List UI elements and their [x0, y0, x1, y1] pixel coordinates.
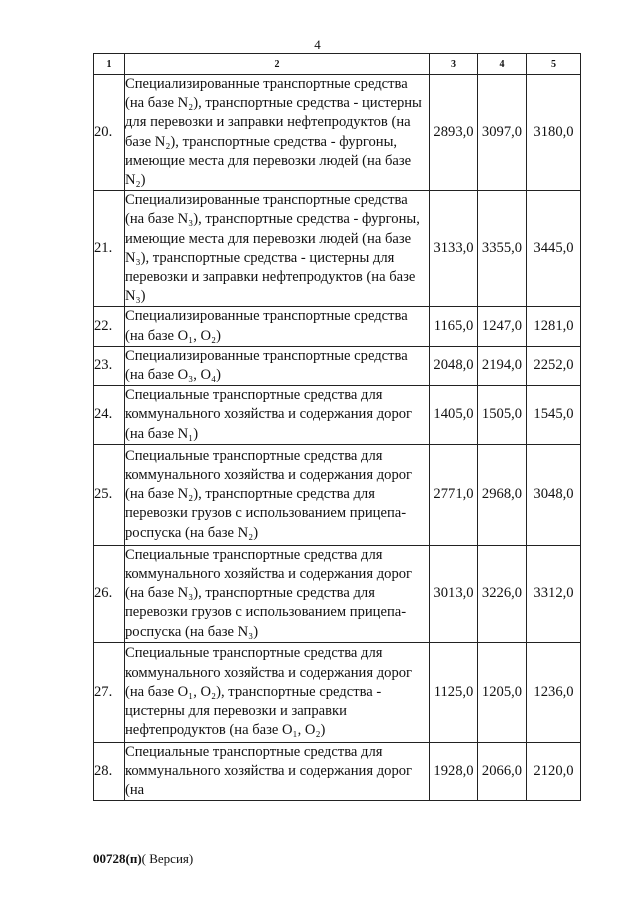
- row-description: Специальные транспортные средства для коммунального хозяйства и содержания дорог (на базе N₂), транспортные средства для перевозки грузов с использованием прицепа-роспуска (на базе N₂): [125, 444, 430, 545]
- column-header-2: 2: [125, 54, 430, 75]
- row-description: Специализированные транспортные средства (на базе N₃), транспортные средства - фургоны, имеющие места для перевозки людей (на базе N₃), транспортные средства - цистерны для перевозки и заправки нефтепродуктов (на базе N₃): [125, 191, 430, 307]
- row-description: Специальные транспортные средства для коммунального хозяйства и содержания дорог (на базе N₁): [125, 386, 430, 445]
- table-header-row: [94, 54, 581, 75]
- row-number: 27.: [94, 642, 125, 742]
- row-number: 21.: [94, 191, 125, 307]
- column-header-5: 5: [527, 54, 581, 75]
- row-value-col4: 1205,0: [478, 642, 527, 742]
- page-number: 4: [314, 37, 321, 52]
- row-value-col5: 2252,0: [527, 346, 581, 385]
- row-value-col3: 2893,0: [430, 75, 478, 191]
- row-value-col4: 1247,0: [478, 307, 527, 346]
- row-value-col3: 1405,0: [430, 386, 478, 445]
- row-value-col5: 3312,0: [527, 545, 581, 642]
- row-description: Специальные транспортные средства для коммунального хозяйства и содержания дорог (на: [125, 742, 430, 801]
- table-row: [94, 545, 581, 642]
- table-row: [94, 642, 581, 742]
- row-value-col4: 2194,0: [478, 346, 527, 385]
- row-number: 26.: [94, 545, 125, 642]
- row-number: 22.: [94, 307, 125, 346]
- row-value-col4: 3355,0: [478, 191, 527, 307]
- document-code: 00728(п): [93, 851, 142, 866]
- row-value-col4: 3097,0: [478, 75, 527, 191]
- row-number: 25.: [94, 444, 125, 545]
- table-row: [94, 386, 581, 445]
- row-value-col3: 1928,0: [430, 742, 478, 801]
- tariff-table: [93, 53, 581, 801]
- row-number: 28.: [94, 742, 125, 801]
- row-description: Специализированные транспортные средства (на базе N₂), транспортные средства - цистерны для перевозки и заправки нефтепродуктов (на базе N₂), транспортные средства - фургоны, имеющие места для перевозки людей (на базе N₂): [125, 75, 430, 191]
- table-row: [94, 307, 581, 346]
- row-value-col5: 3445,0: [527, 191, 581, 307]
- table-row: [94, 191, 581, 307]
- row-number: 24.: [94, 386, 125, 445]
- column-header-4: 4: [478, 54, 527, 75]
- row-description: Специализированные транспортные средства (на базе O₁, O₂): [125, 307, 430, 346]
- row-number: 23.: [94, 346, 125, 385]
- table-row: [94, 346, 581, 385]
- row-value-col5: 2120,0: [527, 742, 581, 801]
- row-value-col5: 3048,0: [527, 444, 581, 545]
- row-number: 20.: [94, 75, 125, 191]
- row-description: Специализированные транспортные средства (на базе O₃, O₄): [125, 346, 430, 385]
- document-version: ( Версия): [141, 851, 194, 866]
- row-value-col4: 3226,0: [478, 545, 527, 642]
- row-description: Специальные транспортные средства для коммунального хозяйства и содержания дорог (на базе N₃), транспортные средства для перевозки грузов с использованием прицепа-роспуска (на базе N₃): [125, 545, 430, 642]
- row-value-col5: 1281,0: [527, 307, 581, 346]
- row-value-col3: 2048,0: [430, 346, 478, 385]
- table-row: [94, 742, 581, 801]
- row-description: Специальные транспортные средства для коммунального хозяйства и содержания дорог (на базе O₁, O₂), транспортные средства - цистерны для перевозки и заправки нефтепродуктов (на базе O₁, O₂): [125, 642, 430, 742]
- row-value-col4: 2968,0: [478, 444, 527, 545]
- table-row: [94, 444, 581, 545]
- column-header-1: 1: [94, 54, 125, 75]
- column-header-3: 3: [430, 54, 478, 75]
- row-value-col5: 1236,0: [527, 642, 581, 742]
- row-value-col5: 1545,0: [527, 386, 581, 445]
- row-value-col3: 1165,0: [430, 307, 478, 346]
- document-footer: [93, 851, 193, 867]
- row-value-col4: 2066,0: [478, 742, 527, 801]
- row-value-col3: 2771,0: [430, 444, 478, 545]
- row-value-col3: 3133,0: [430, 191, 478, 307]
- table-row: [94, 75, 581, 191]
- row-value-col4: 1505,0: [478, 386, 527, 445]
- row-value-col3: 3013,0: [430, 545, 478, 642]
- row-value-col3: 1125,0: [430, 642, 478, 742]
- row-value-col5: 3180,0: [527, 75, 581, 191]
